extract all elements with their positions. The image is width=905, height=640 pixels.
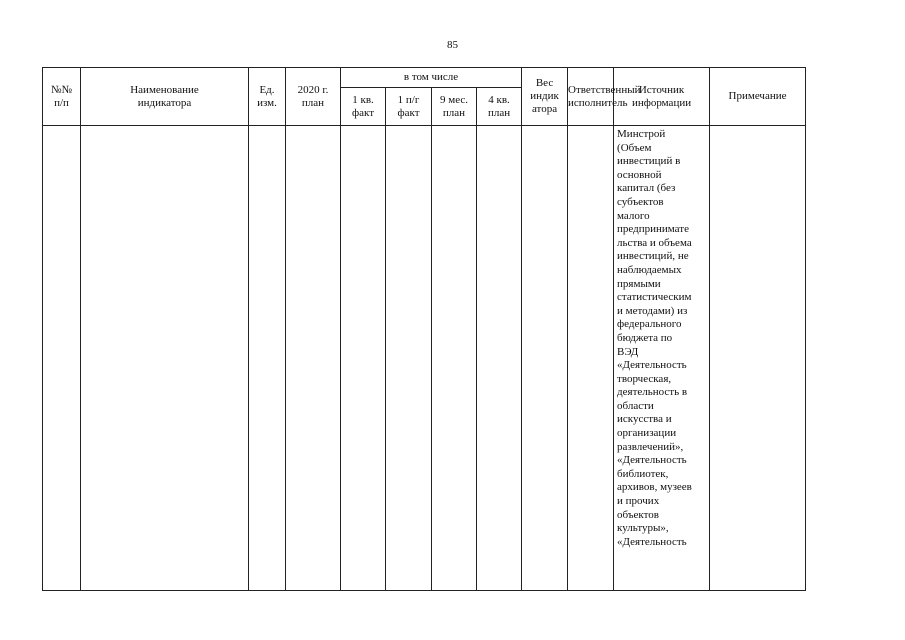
header-q1-fact: 1 кв. факт bbox=[341, 88, 386, 126]
header-indicator-name: Наименование индикатора bbox=[81, 68, 249, 126]
page-number: 85 bbox=[447, 39, 458, 51]
header-plan-2020: 2020 г. план bbox=[286, 68, 341, 126]
cell-indicator-name bbox=[81, 126, 249, 591]
cell-plan-2020 bbox=[286, 126, 341, 591]
header-responsible: Ответственный исполнитель bbox=[568, 68, 614, 126]
cell-q1-fact bbox=[341, 126, 386, 591]
cell-source: Минстрой (Объем инвестиций в основной капитал (без субъектов малого предпринимате льства и объема инвестиций, не наблюдаемых прямыми статистическим и методами) из федерального бюджета по ВЭД «Деятельность творческая, деятельность в области искусства и организации развлечений», «Деятельность библиотек, архивов, музеев и прочих объектов культуры», «Деятельность bbox=[614, 126, 710, 591]
cell-num bbox=[43, 126, 81, 591]
cell-unit bbox=[249, 126, 286, 591]
cell-weight bbox=[522, 126, 568, 591]
table-row bbox=[43, 126, 874, 591]
cell-responsible bbox=[568, 126, 614, 591]
header-q4-plan: 4 кв. план bbox=[477, 88, 522, 126]
header-h1-fact: 1 п/г факт bbox=[386, 88, 432, 126]
cell-q4-plan bbox=[477, 126, 522, 591]
header-unit: Ед. изм. bbox=[249, 68, 286, 126]
header-including: в том числе bbox=[341, 68, 522, 88]
header-source: Источник информации bbox=[614, 68, 710, 126]
header-9m-plan: 9 мес. план bbox=[432, 88, 477, 126]
header-weight: Вес индик атора bbox=[522, 68, 568, 126]
header-note: Примечание bbox=[710, 68, 806, 126]
cell-note bbox=[710, 126, 806, 591]
cell-9m-plan bbox=[432, 126, 477, 591]
indicators-table bbox=[42, 67, 874, 591]
cell-h1-fact bbox=[386, 126, 432, 591]
header-num: №№ п/п bbox=[43, 68, 81, 126]
